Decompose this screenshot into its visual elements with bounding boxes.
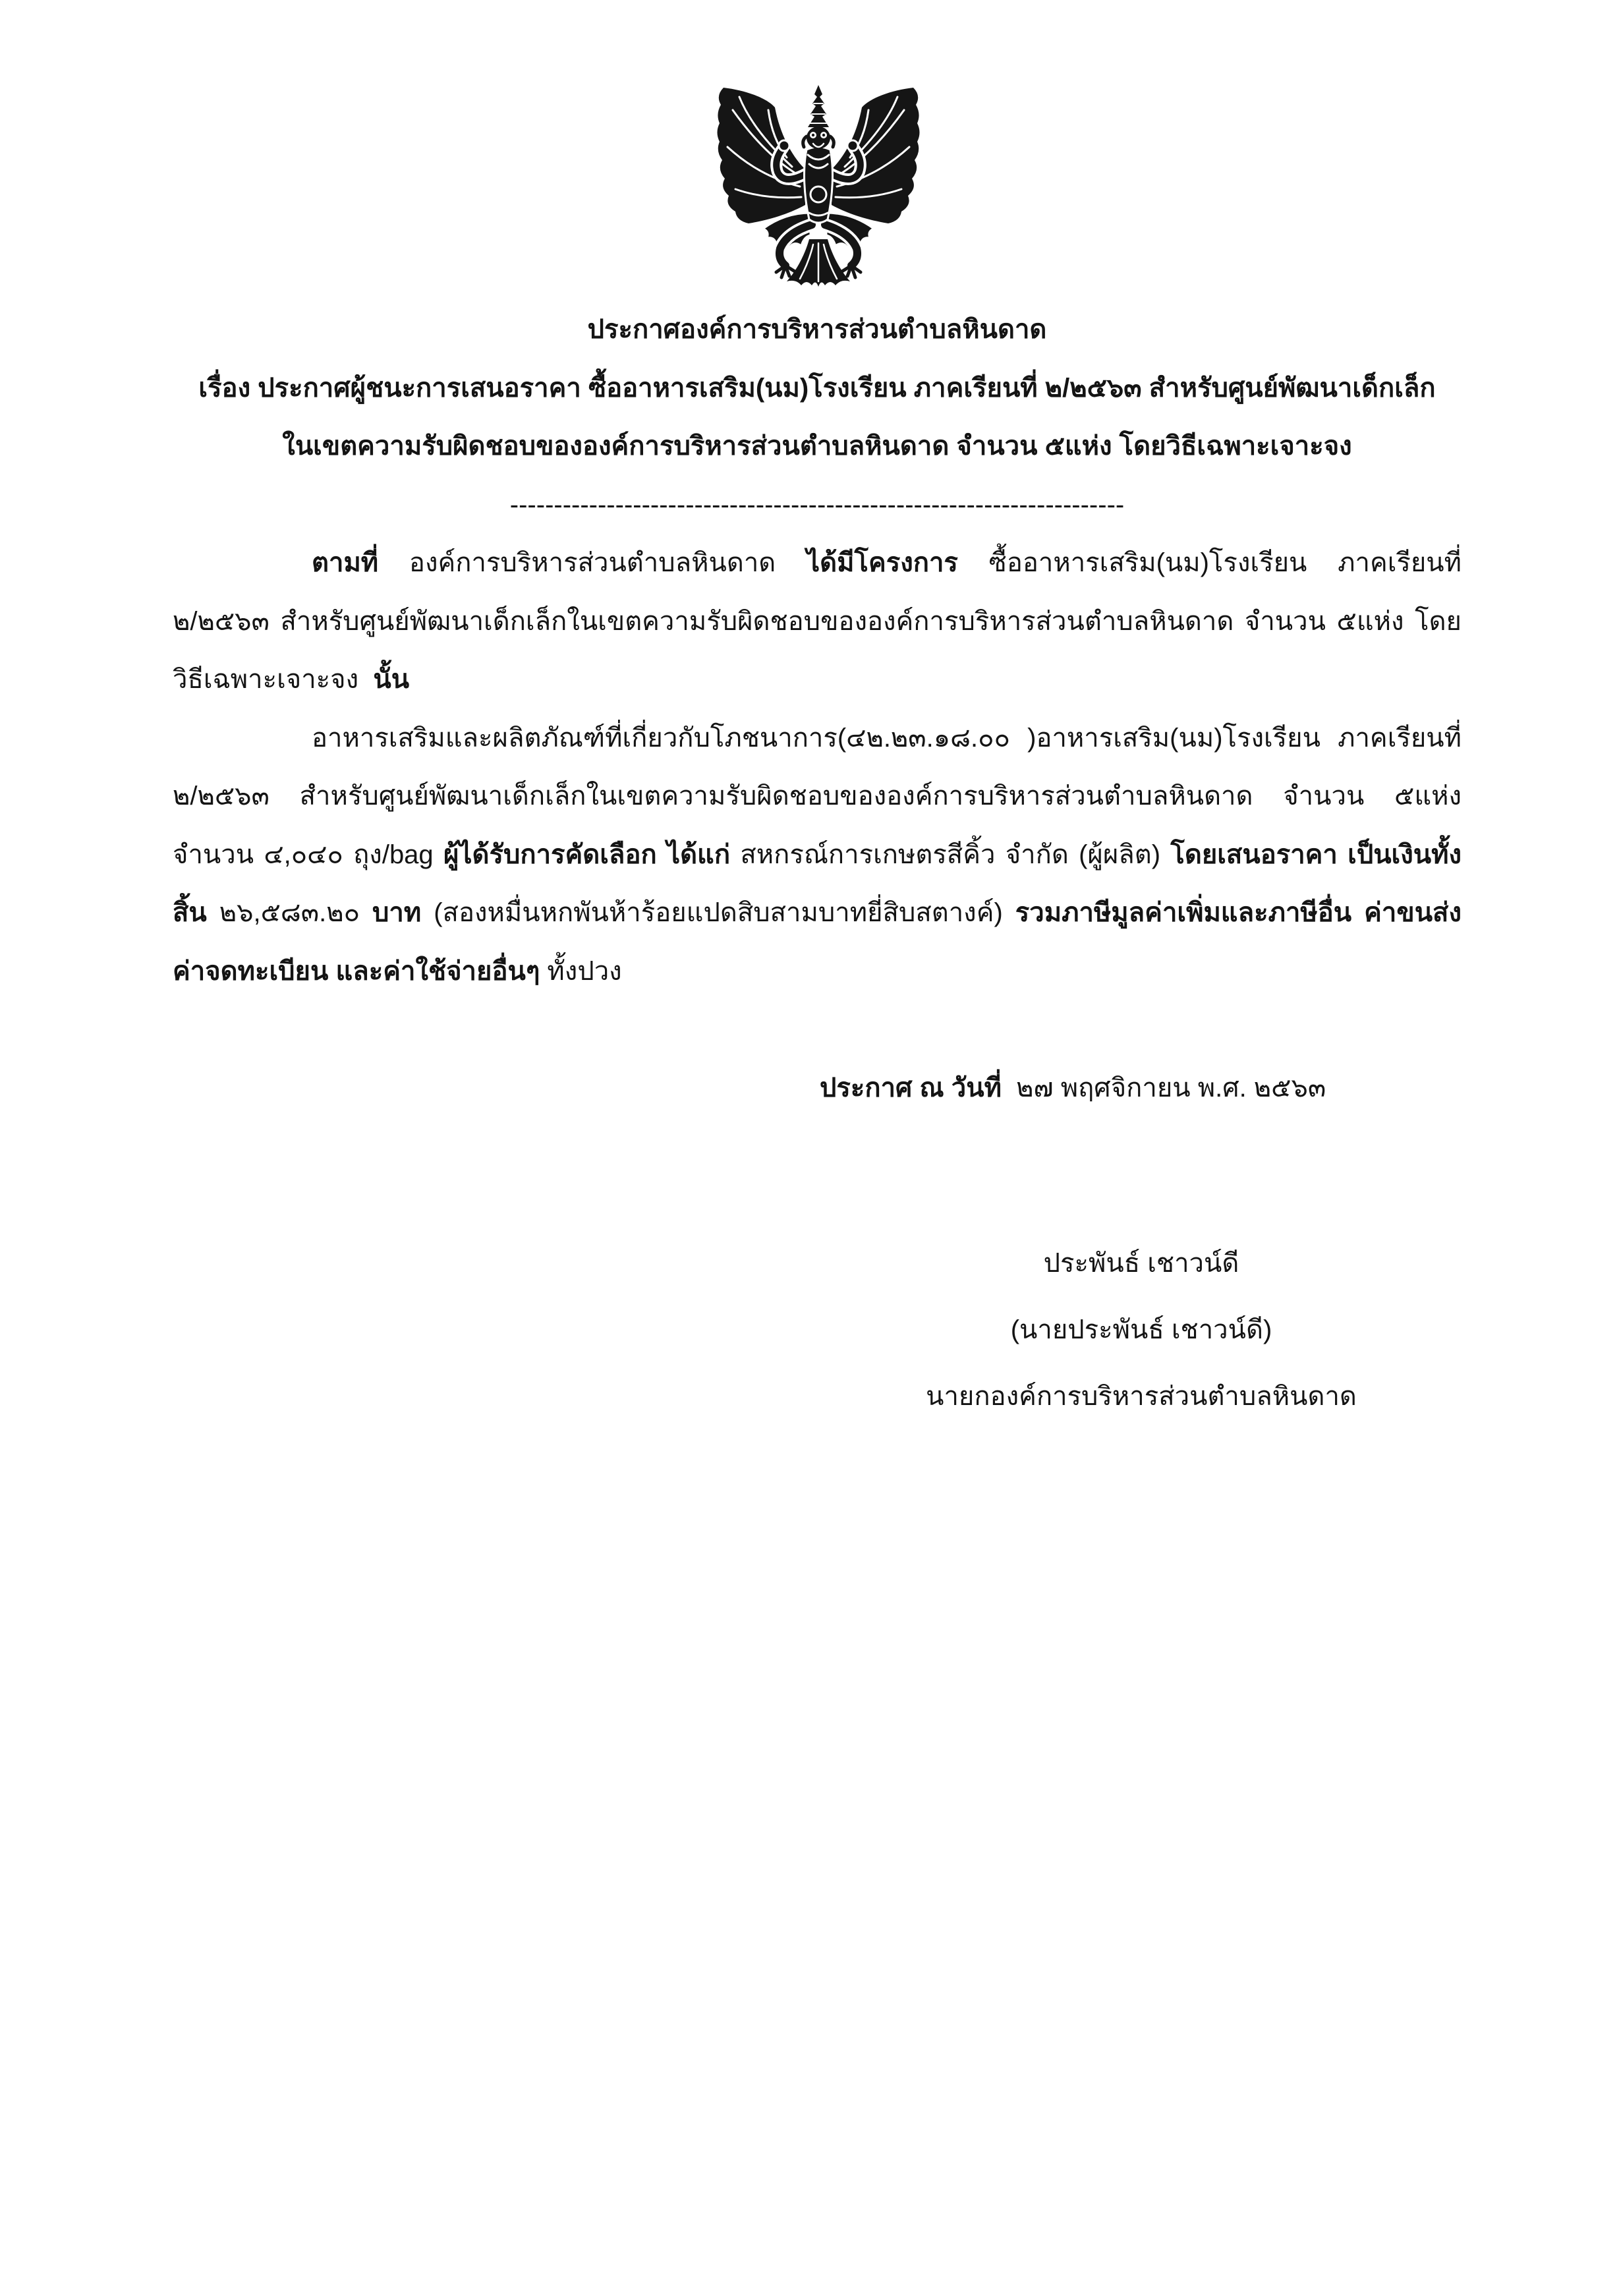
paragraph-line (173, 767, 1462, 826)
text-run: ๒/๒๕๖๓ สำหรับศูนย์พัฒนาเด็กเล็กในเขตความรับผิดชอบขององค์การบริหารส่วนตำบลหินดาด จำนวน ๕แห่ง (173, 782, 1462, 811)
text-run-bold: ผู้ได้รับการคัดเลือก ได้แก่ (443, 840, 731, 869)
text-run: สหกรณ์การเกษตรสีคิ้ว จำกัด (ผู้ผลิต) (730, 840, 1171, 869)
text-run: ซื้ออาหารเสริม(นม)โรงเรียน ภาคเรียนที่ (957, 548, 1462, 577)
date-label: ประกาศ ณ วันที่ (820, 1073, 1002, 1103)
paragraph-2 (173, 709, 1462, 1001)
text-run: ทั้งปวง (540, 956, 622, 986)
text-run-bold: ตามที่ (312, 548, 379, 577)
paragraph-line (173, 592, 1462, 651)
text-run-bold: โดยเสนอราคา เป็นเงินทั้ง (1170, 840, 1462, 869)
announcement-document (173, 301, 1462, 1430)
paragraph-1 (173, 534, 1462, 709)
subject-line: ในเขตความรับผิดชอบขององค์การบริหารส่วนตำบลหินดาด จำนวน ๕แห่ง โดยวิธีเฉพาะเจาะจง (282, 432, 1352, 461)
text-run: อาหารเสริมและผลิตภัณฑ์ที่เกี่ยวกับโภชนาการ(๔๒.๒๓.๑๘.๐๐ )อาหารเสริม(นม)โรงเรียน ภาคเรียนที่ (312, 723, 1462, 753)
text-run-bold: ได้มีโครงการ (807, 548, 958, 577)
text-run: วิธีเฉพาะเจาะจง (173, 665, 374, 694)
paragraph-line (173, 884, 1462, 942)
text-run: ๒๖,๕๘๓.๒๐ (206, 898, 373, 927)
paragraph-line (173, 534, 1462, 592)
text-run: ๒/๒๕๖๓ สำหรับศูนย์พัฒนาเด็กเล็กในเขตความรับผิดชอบขององค์การบริหารส่วนตำบลหินดาด จำนวน ๕แห่ง โดย (173, 606, 1462, 636)
text-run-bold: บาท (372, 898, 422, 927)
signed-name: ประพันธ์ เชาวน์ดี (1043, 1249, 1239, 1278)
paragraph-line (173, 826, 1462, 884)
subject-line: เรื่อง ประกาศผู้ชนะการเสนอราคา ซื้ออาหารเสริม(นม)โรงเรียน ภาคเรียนที่ ๒/๒๕๖๓ สำหรับศูนย์พัฒนาเด็กเล็ก (198, 373, 1436, 403)
text-run-bold: นั้น (373, 665, 410, 694)
signer-position: นายกองค์การบริหารส่วนตำบลหินดาด (926, 1382, 1357, 1411)
announcement-date (820, 1059, 1462, 1118)
text-run: จำนวน ๔,๐๔๐ ถุง/bag (173, 840, 443, 869)
date-value: ๒๗ พฤศจิกายน พ.ศ. ๒๕๖๓ (1001, 1073, 1326, 1103)
garuda-emblem-icon (713, 84, 924, 288)
paragraph-line (173, 650, 1462, 709)
text-run-bold: ค่าจดทะเบียน และค่าใช้จ่ายอื่นๆ (173, 956, 540, 986)
signature-block (845, 1230, 1438, 1430)
text-run-bold: สิ้น (173, 898, 207, 927)
separator-line: ---------------------------------------------------------------------- (509, 490, 1125, 519)
paragraph-line (173, 942, 1462, 1001)
text-run: องค์การบริหารส่วนตำบลหินดาด (378, 548, 807, 577)
garuda-emblem-drawing (713, 84, 924, 288)
announcement-title: ประกาศองค์การบริหารส่วนตำบลหินดาด (587, 315, 1047, 344)
paragraph-line (173, 709, 1462, 768)
text-run-bold: รวมภาษีมูลค่าเพิ่มและภาษีอื่น ค่าขนส่ง (1015, 898, 1462, 927)
text-run: (สองหมื่นหกพันห้าร้อยแปดสิบสามบาทยี่สิบสตางค์) (421, 898, 1015, 927)
signer-full-name: (นายประพันธ์ เชาวน์ดี) (1010, 1315, 1272, 1344)
